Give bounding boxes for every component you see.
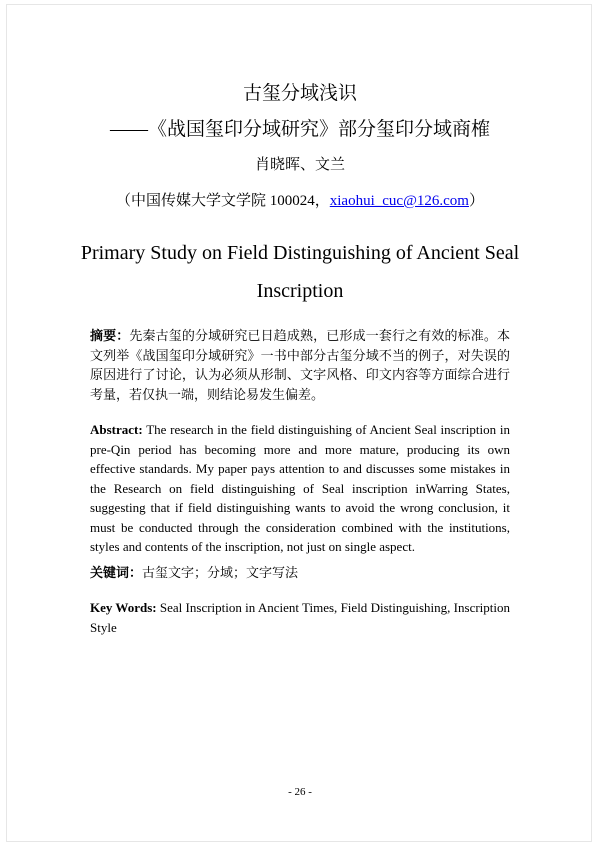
page-number: - 26 -: [288, 786, 312, 798]
chinese-keywords: [90, 563, 510, 583]
chinese-abstract-label: 摘要：: [90, 328, 130, 343]
english-title-line-2: Inscription: [256, 280, 344, 302]
english-abstract-label: Abstract:: [90, 422, 143, 437]
english-keywords-text: Seal Inscription in Ancient Times, Field Distinguishing, Inscription Style: [90, 600, 510, 635]
english-keywords: [90, 598, 510, 637]
affiliation-text: （中国传媒大学文学院 100024，: [116, 193, 330, 209]
english-abstract: [90, 420, 510, 557]
chinese-title: 古玺分域浅识: [242, 83, 357, 104]
chinese-keywords-label: 关键词：: [90, 565, 143, 580]
chinese-abstract-text: 先秦古玺的分域研究已日趋成熟，已形成一套行之有效的标准。本文列举《战国玺印分域研究》一书中部分古玺分域不当的例子，对失误的原因进行了讨论，认为必须从形制、文字风格、印文内容等方面综合进行考量，若仅执一端，则结论易发生偏差。: [90, 328, 510, 402]
affiliation-close: ）: [468, 193, 484, 209]
authors: 肖晓晖、文兰: [254, 157, 345, 173]
email-link[interactable]: xiaohui_cuc@126.com: [329, 193, 469, 209]
chinese-abstract: [90, 326, 510, 404]
chinese-subtitle: ——《战国玺印分域研究》部分玺印分域商榷: [109, 119, 490, 140]
english-title-line-1: Primary Study on Field Distinguishing of Ancient Seal: [80, 242, 520, 264]
affiliation: [0, 189, 600, 210]
english-keywords-label: Key Words:: [90, 600, 157, 615]
english-abstract-text: The research in the field distinguishing of Ancient Seal inscription in pre-Qin period has becoming more and more mature, producing its own effective standards. My paper pays attention to and discusses some mistakes in the Research on field distinguishing of Seal inscription inWarring States, suggesting that if field distinguishing wants to avoid the wrong conclusion, it must be conducted through the consideration combined with the institutions, styles and contents of the inscription, not just on single aspect.: [90, 422, 510, 554]
chinese-keywords-text: 古玺文字；分域；文字写法: [142, 565, 299, 580]
